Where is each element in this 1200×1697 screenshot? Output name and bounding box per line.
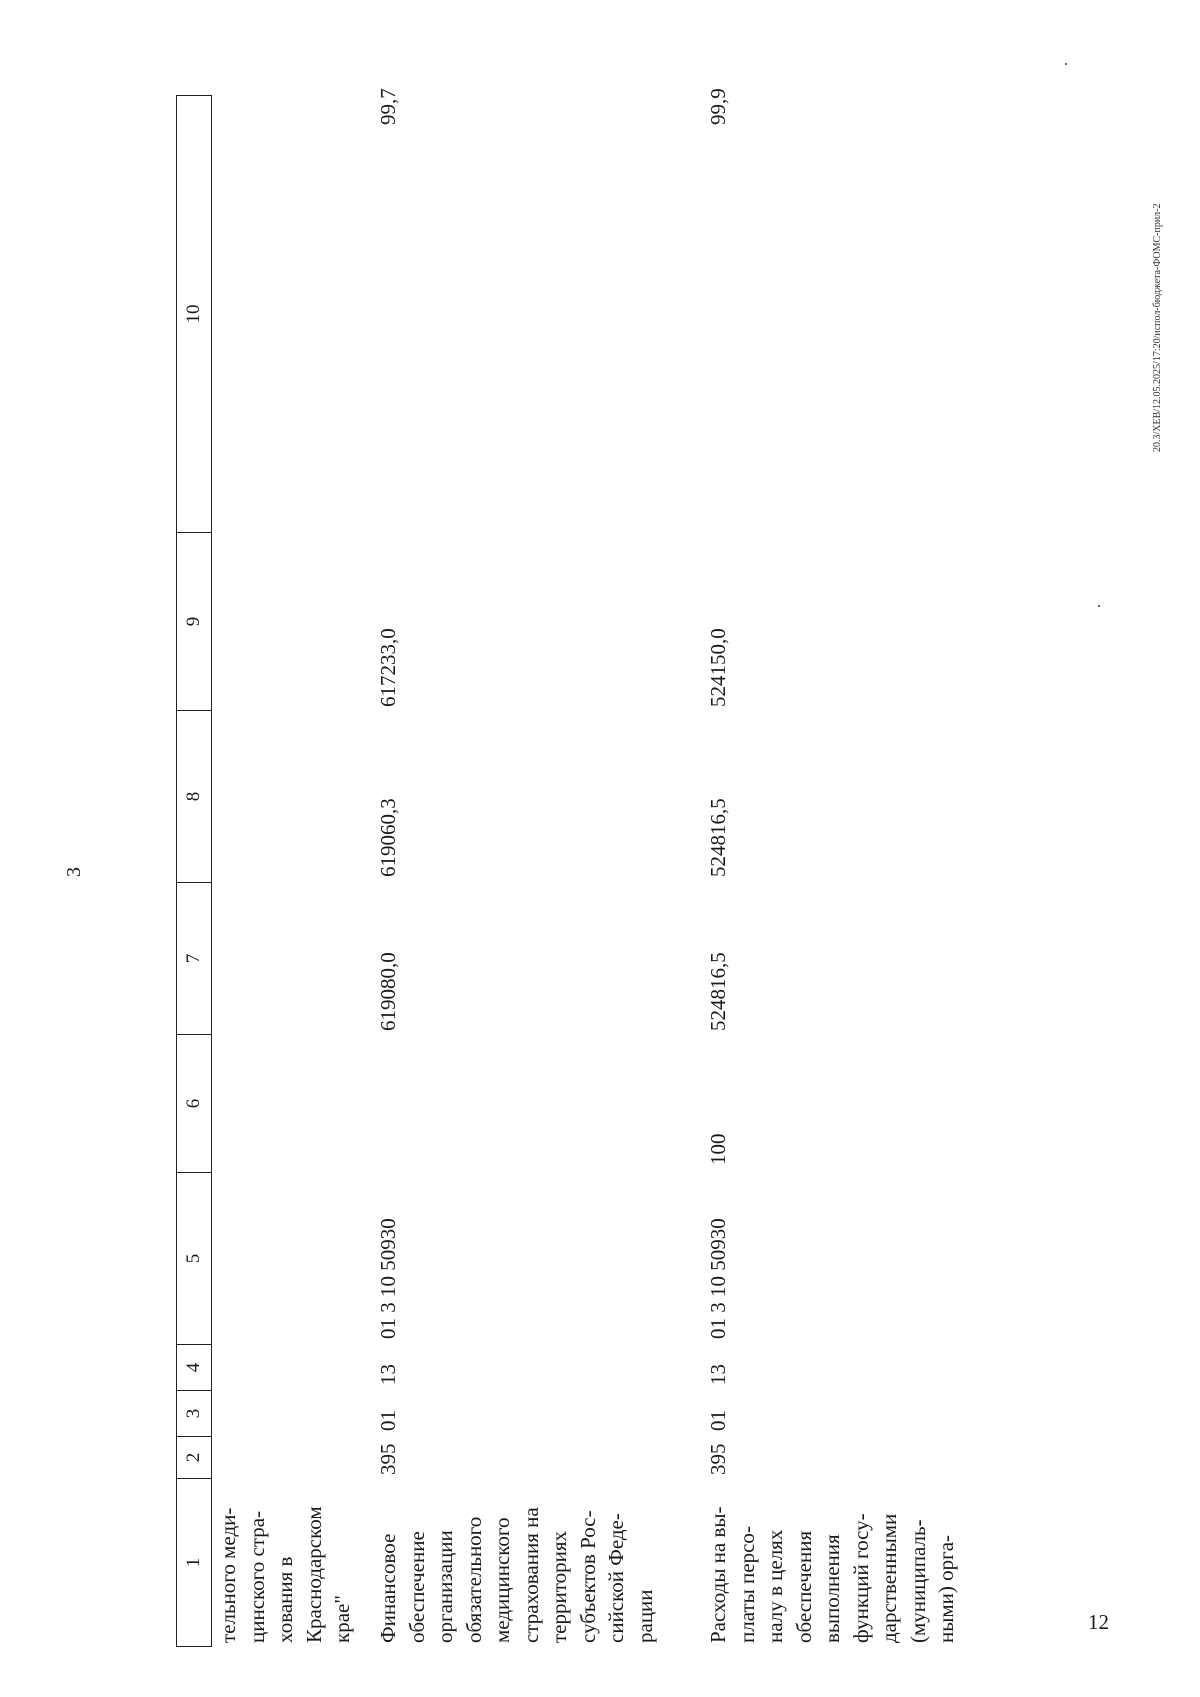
row-2-description: Финансовое обеспечение организации обязательного медицинского страхования на территориях субъектов Рос- сийской Феде- рации — [376, 1507, 657, 1643]
sheet-number: 12 — [1088, 1610, 1109, 1634]
row-3-col-4: 13 — [706, 1364, 730, 1385]
table-header-cell-1: 1 — [176, 1479, 212, 1647]
row-3-description: Расходы на вы- платы персо- налу в целях обеспечения выполнения функций госу- дарственными (муниципаль- ными) орга- — [706, 1506, 958, 1643]
row-3-col-7: 524816,5 — [706, 952, 730, 1031]
table-header-cell-8: 8 — [176, 711, 212, 883]
row-2-col-7: 619080,0 — [376, 952, 400, 1031]
table-header-cell-7: 7 — [176, 883, 212, 1035]
row-3-col-3: 01 — [706, 1410, 730, 1431]
row-3-col-5: 01 3 10 50930 — [706, 1218, 730, 1339]
page-number: 3 — [63, 867, 85, 877]
row-3-col-2: 395 — [706, 1443, 730, 1475]
row-3-col-8: 524816,5 — [706, 798, 730, 877]
table-header-cell-10: 10 — [176, 95, 212, 533]
table-header-cell-6: 6 — [176, 1035, 212, 1173]
row-3-col-6: 100 — [706, 1133, 730, 1165]
row-2-col-8: 619060,3 — [376, 798, 400, 877]
table-header-cell-2: 2 — [176, 1437, 212, 1479]
row-2-col-9: 617233,0 — [376, 628, 400, 707]
table-header-cell-4: 4 — [176, 1345, 212, 1391]
table-header-cell-3: 3 — [176, 1391, 212, 1437]
footer-code: 20.3/ХЕВ/12.05.2025/17:20/испол-бюджета-ФОМС-прил-2 — [1152, 203, 1163, 452]
row-2-col-5: 01 3 10 50930 — [376, 1218, 400, 1339]
scan-speck — [1098, 605, 1100, 607]
row-3-col-9: 524150,0 — [706, 628, 730, 707]
table-header-cell-5: 5 — [176, 1173, 212, 1345]
row-2-col-2: 395 — [376, 1443, 400, 1475]
table-header-cell-9: 9 — [176, 533, 212, 711]
row-2-col-4: 13 — [376, 1364, 400, 1385]
row-2-col-3: 01 — [376, 1410, 400, 1431]
scan-speck — [1065, 63, 1067, 65]
row-2-col-10: 99,7 — [376, 88, 400, 125]
row-3-col-10: 99,9 — [706, 88, 730, 125]
row-1-description: тельного меди- цинского стра- хования в Краснодарском крае" — [216, 1506, 354, 1643]
